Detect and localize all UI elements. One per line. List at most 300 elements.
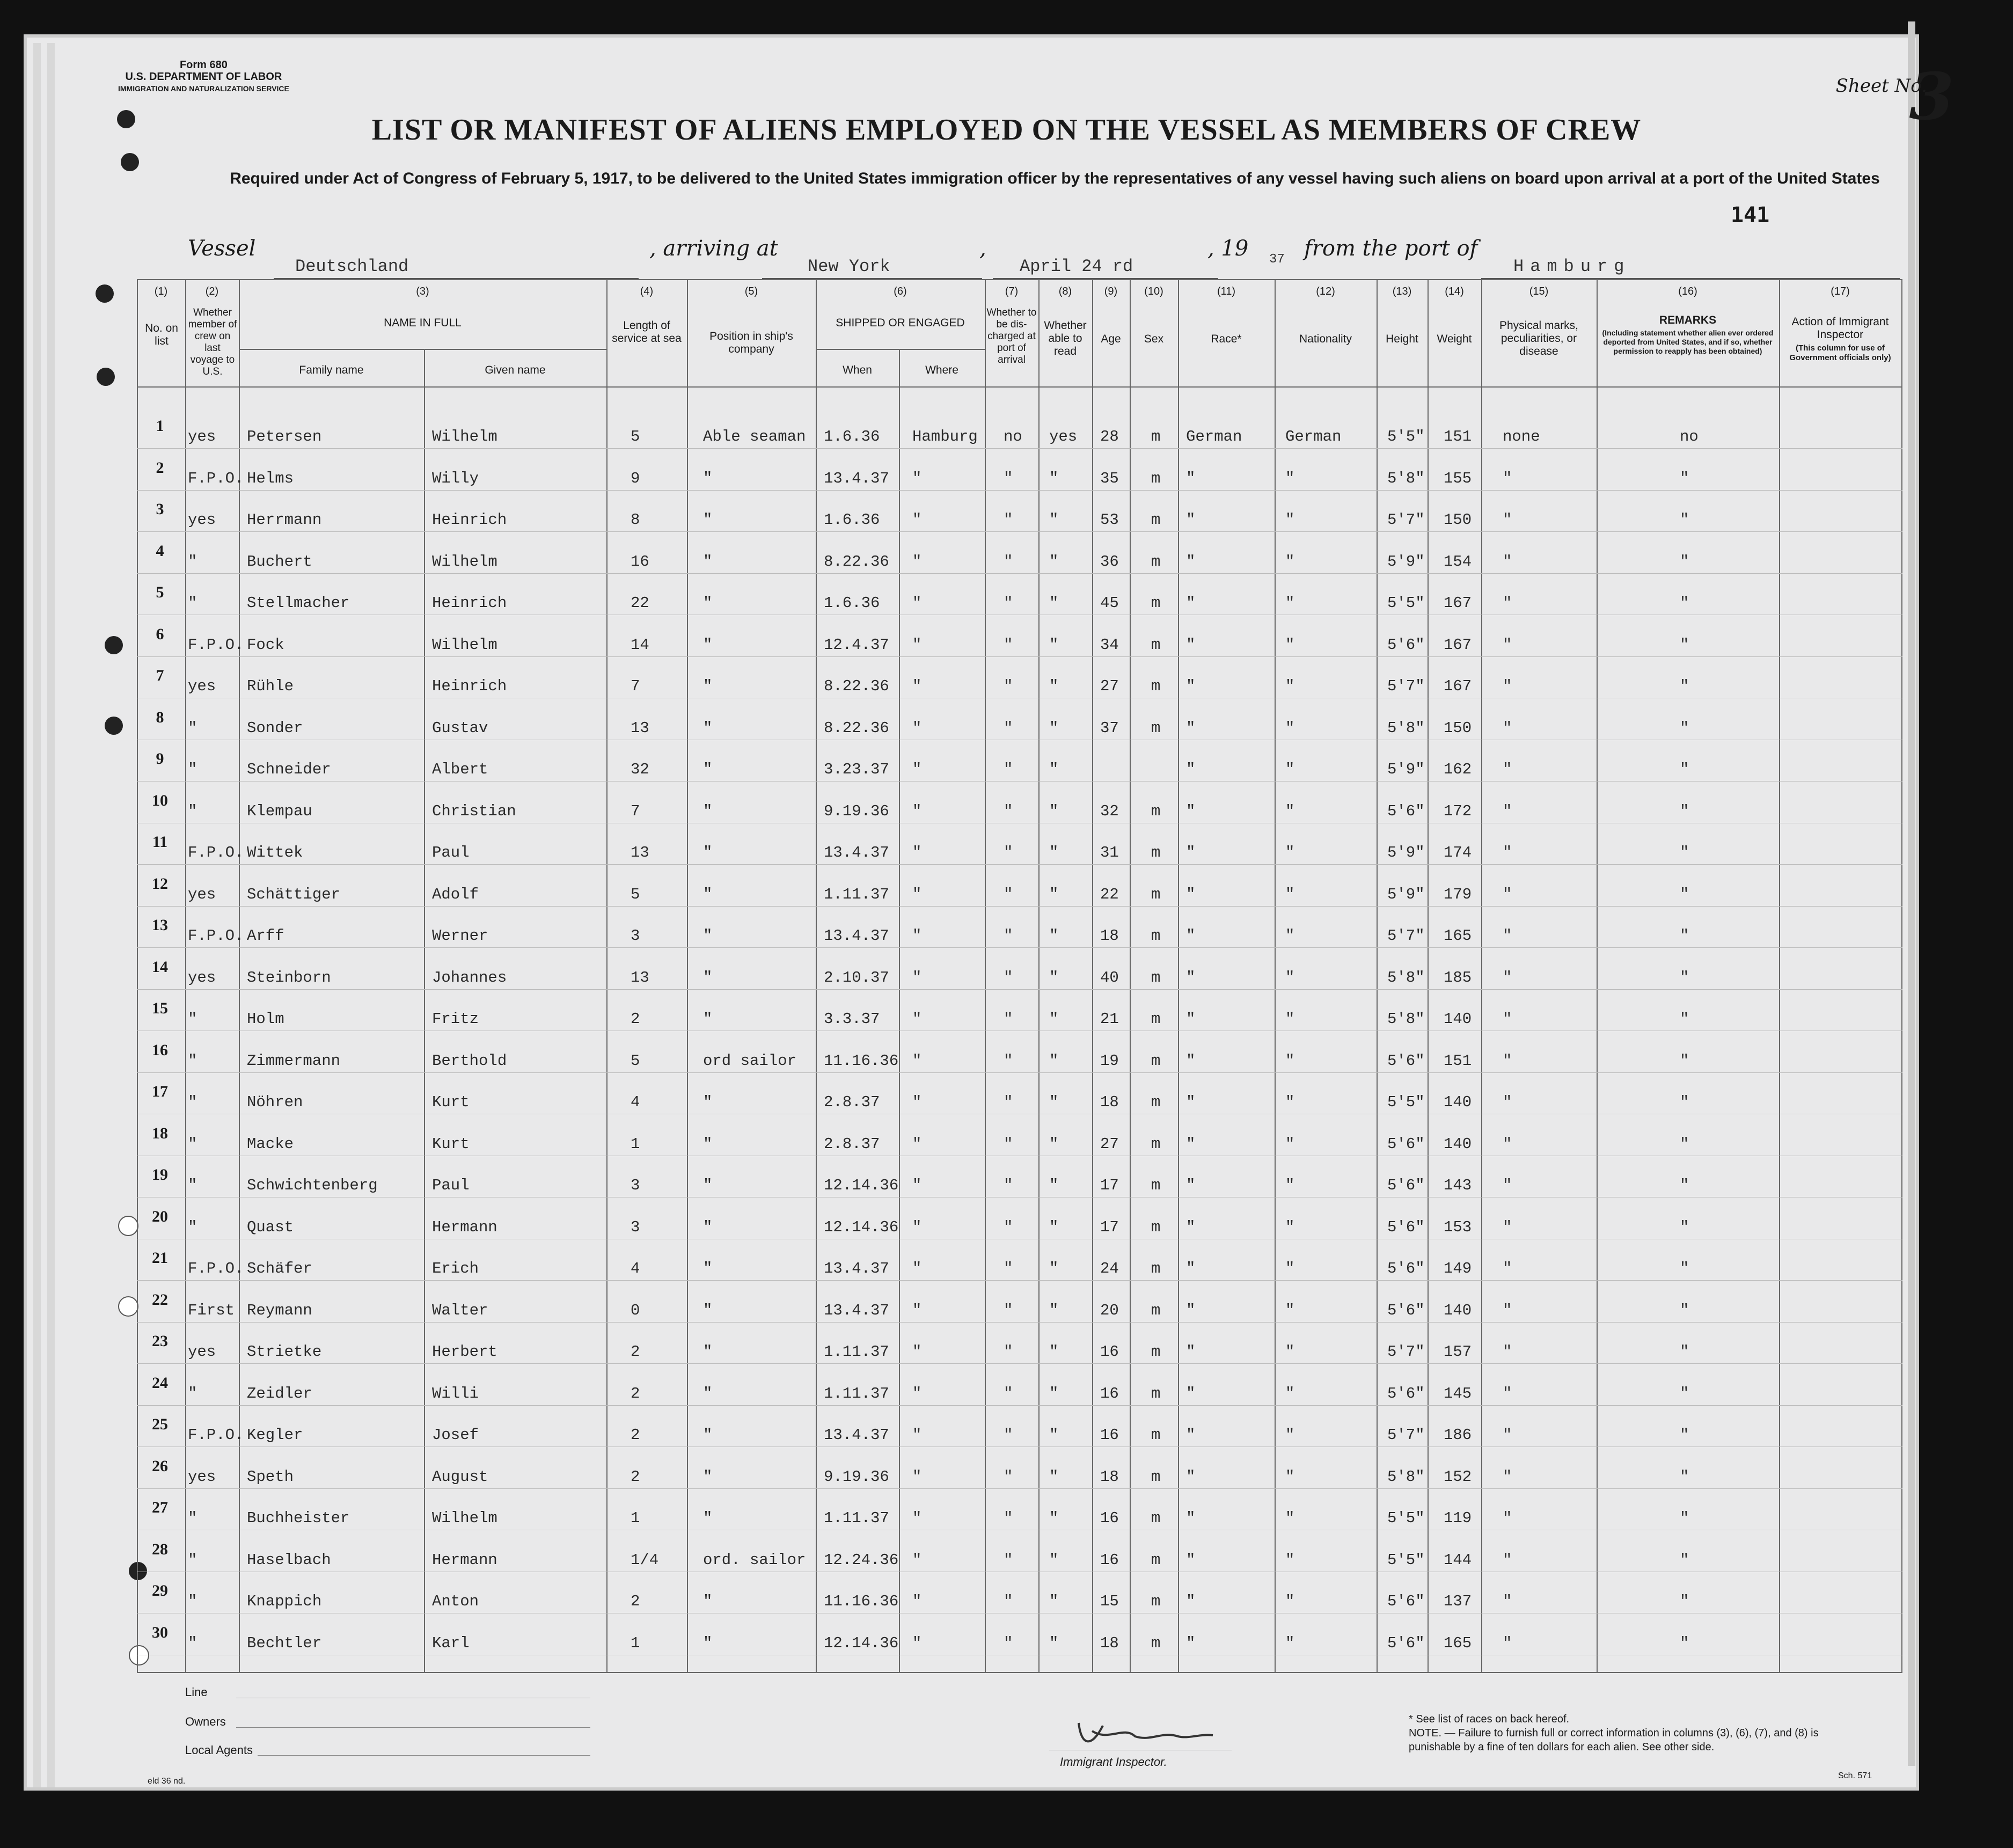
col-number: (6) — [894, 286, 907, 297]
row-age: 35 — [1100, 469, 1119, 487]
col-number: (10) — [1144, 286, 1163, 297]
row-number: 16 — [152, 1041, 168, 1059]
row-family-name: Fock — [247, 636, 284, 654]
row-nationality: " — [1285, 1384, 1295, 1403]
row-rule — [137, 1072, 1902, 1073]
col-number: (1) — [154, 286, 168, 297]
row-number: 2 — [156, 458, 164, 477]
grid-line — [816, 349, 985, 350]
grid-line — [1178, 279, 1179, 1672]
row-age: 16 — [1100, 1509, 1119, 1527]
row-physical-marks: " — [1503, 469, 1512, 487]
owners-label: Owners — [185, 1715, 226, 1728]
row-service-length: 1/4 — [631, 1551, 659, 1569]
row-able-to-read: " — [1049, 968, 1059, 987]
row-nationality: " — [1285, 1509, 1295, 1527]
row-position: " — [703, 1260, 713, 1277]
row-position: " — [703, 802, 713, 820]
col-header-no: No. on list — [145, 322, 178, 347]
row-weight: 186 — [1444, 1426, 1472, 1444]
grid-line — [137, 279, 1902, 280]
row-position: ord. sailor — [703, 1551, 806, 1569]
row-race: " — [1186, 1509, 1196, 1527]
row-family-name: Petersen — [247, 428, 322, 445]
row-discharged: " — [1004, 1051, 1013, 1070]
row-age: 16 — [1100, 1426, 1119, 1444]
row-discharged: " — [1004, 885, 1013, 903]
row-rule — [137, 490, 1902, 491]
row-remarks: " — [1680, 1010, 1689, 1028]
row-shipped-where: " — [912, 1551, 922, 1569]
row-prev-voyage: " — [188, 1551, 197, 1569]
row-shipped-where: " — [912, 1384, 922, 1403]
row-nationality: " — [1285, 1010, 1295, 1028]
row-sex: m — [1151, 1218, 1161, 1236]
row-weight: 167 — [1444, 636, 1472, 654]
row-weight: 149 — [1444, 1260, 1472, 1277]
row-sex: m — [1151, 719, 1161, 737]
row-position: " — [703, 511, 713, 529]
row-number: 23 — [152, 1332, 168, 1350]
row-weight: 137 — [1444, 1593, 1472, 1610]
row-age: 20 — [1100, 1301, 1119, 1319]
row-age: 24 — [1100, 1260, 1119, 1277]
col-number: (13) — [1392, 286, 1412, 297]
row-family-name: Speth — [247, 1467, 294, 1486]
row-physical-marks: " — [1503, 1509, 1512, 1527]
row-rule — [137, 1280, 1902, 1281]
row-service-length: 1 — [631, 1509, 640, 1527]
grid-line — [899, 349, 900, 1672]
row-sex: m — [1151, 802, 1161, 820]
row-family-name: Zimmermann — [247, 1051, 341, 1070]
row-sex: m — [1151, 677, 1161, 695]
row-sex: m — [1151, 1426, 1161, 1444]
row-family-name: Bechtler — [247, 1634, 322, 1652]
col-header-action: Action of Immigrant Inspector — [1791, 316, 1889, 341]
arrival-date: April 24 rd — [1020, 257, 1133, 276]
row-given-name: Werner — [432, 927, 488, 945]
row-service-length: 2 — [631, 1593, 640, 1610]
row-given-name: Wilhelm — [432, 552, 497, 571]
row-given-name: Willy — [432, 469, 479, 487]
row-height: 5'5" — [1387, 1509, 1425, 1527]
row-race: " — [1186, 636, 1196, 654]
row-able-to-read: " — [1049, 469, 1059, 487]
row-prev-voyage: F.P.O. — [188, 1426, 244, 1444]
row-physical-marks: " — [1503, 719, 1512, 737]
row-nationality: " — [1285, 1634, 1295, 1652]
row-rule — [137, 989, 1902, 990]
row-sex: m — [1151, 1010, 1161, 1028]
row-family-name: Macke — [247, 1135, 294, 1153]
row-number: 6 — [156, 625, 164, 643]
row-nationality: " — [1285, 1467, 1295, 1486]
row-remarks: " — [1680, 927, 1689, 945]
row-family-name: Wittek — [247, 844, 303, 861]
print-code: eld 36 nd. — [148, 1777, 186, 1786]
row-height: 5'7" — [1387, 677, 1425, 695]
row-race: " — [1186, 968, 1196, 987]
row-physical-marks: " — [1503, 677, 1512, 695]
row-remarks: " — [1680, 1509, 1689, 1527]
row-age: 45 — [1100, 594, 1119, 612]
row-rule — [137, 1363, 1902, 1364]
punch-hole — [121, 153, 139, 171]
row-service-length: 2 — [631, 1010, 640, 1028]
grid-line — [239, 279, 240, 1672]
row-position: " — [703, 927, 713, 945]
col-header-weight: Weight — [1437, 333, 1472, 345]
row-shipped-where: " — [912, 1177, 922, 1194]
row-family-name: Kegler — [247, 1426, 303, 1444]
row-family-name: Klempau — [247, 802, 312, 820]
row-sex: m — [1151, 1467, 1161, 1486]
row-remarks: " — [1680, 1634, 1689, 1652]
grid-line — [606, 279, 607, 1672]
grid-line — [1275, 279, 1276, 1672]
row-discharged: " — [1004, 677, 1013, 695]
arrival-port: New York — [808, 257, 890, 276]
row-position: " — [703, 1218, 713, 1236]
row-rule — [137, 1405, 1902, 1406]
row-remarks: " — [1680, 1551, 1689, 1569]
row-weight: 140 — [1444, 1010, 1472, 1028]
row-number: 14 — [152, 958, 168, 976]
line-label: Line — [185, 1685, 208, 1699]
row-position: " — [703, 552, 713, 571]
row-given-name: Kurt — [432, 1135, 470, 1153]
row-sex: m — [1151, 1301, 1161, 1319]
row-service-length: 22 — [631, 594, 649, 612]
grid-line — [1038, 279, 1040, 1672]
row-family-name: Schättiger — [247, 885, 341, 903]
row-sex: m — [1151, 636, 1161, 654]
col-number: (14) — [1445, 286, 1464, 297]
grid-line — [816, 279, 817, 1672]
row-able-to-read: " — [1049, 802, 1059, 820]
row-race: German — [1186, 428, 1242, 445]
row-physical-marks: " — [1503, 1301, 1512, 1319]
row-weight: 162 — [1444, 761, 1472, 778]
row-shipped-when: 1.11.37 — [824, 1509, 889, 1527]
row-race: " — [1186, 719, 1196, 737]
row-age: 31 — [1100, 844, 1119, 861]
row-sex: m — [1151, 1051, 1161, 1070]
grid-line — [1901, 279, 1902, 1672]
col-header-action-note: (This column for use of Government officials only) — [1789, 344, 1891, 362]
row-nationality: " — [1285, 1218, 1295, 1236]
row-remarks: " — [1680, 1093, 1689, 1111]
row-rule — [137, 448, 1902, 449]
grid-line — [1779, 279, 1780, 1672]
row-shipped-when: 2.8.37 — [824, 1135, 880, 1153]
row-number: 18 — [152, 1124, 168, 1142]
row-sex: m — [1151, 1551, 1161, 1569]
col-number: (17) — [1831, 286, 1850, 297]
row-remarks: " — [1680, 1135, 1689, 1153]
row-race: " — [1186, 1301, 1196, 1319]
row-service-length: 0 — [631, 1301, 640, 1319]
row-shipped-when: 1.6.36 — [824, 511, 880, 529]
year-label: , 19 — [1207, 236, 1249, 261]
row-given-name: Heinrich — [432, 677, 507, 695]
row-weight: 174 — [1444, 844, 1472, 861]
row-remarks: " — [1680, 1467, 1689, 1486]
row-prev-voyage: yes — [188, 428, 216, 445]
col-header-remarks: REMARKS — [1659, 314, 1717, 326]
row-discharged: " — [1004, 1426, 1013, 1444]
row-physical-marks: " — [1503, 1384, 1512, 1403]
row-nationality: " — [1285, 1260, 1295, 1277]
row-weight: 152 — [1444, 1467, 1472, 1486]
row-height: 5'7" — [1387, 927, 1425, 945]
row-height: 5'9" — [1387, 844, 1425, 861]
row-number: 20 — [152, 1207, 168, 1225]
row-nationality: " — [1285, 1343, 1295, 1361]
row-given-name: Walter — [432, 1301, 488, 1319]
row-family-name: Herrmann — [247, 511, 322, 529]
row-position: " — [703, 1634, 713, 1652]
row-discharged: " — [1004, 1260, 1013, 1277]
row-service-length: 8 — [631, 511, 640, 529]
row-nationality: " — [1285, 719, 1295, 737]
row-discharged: " — [1004, 844, 1013, 861]
row-number: 21 — [152, 1249, 168, 1267]
col-number: (12) — [1316, 286, 1335, 297]
row-given-name: Heinrich — [432, 594, 507, 612]
row-prev-voyage: F.P.O. — [188, 469, 244, 487]
row-given-name: Wilhelm — [432, 636, 497, 654]
row-position: " — [703, 1135, 713, 1153]
vessel-label: Vessel — [188, 236, 256, 261]
row-shipped-when: 12.14.36 — [824, 1218, 899, 1236]
row-weight: 151 — [1444, 1051, 1472, 1070]
row-age: 53 — [1100, 511, 1119, 529]
row-height: 5'6" — [1387, 1384, 1425, 1403]
col-header-marks: Physical marks, peculiarities, or disease — [1499, 319, 1579, 357]
row-nationality: German — [1285, 428, 1342, 445]
row-position: " — [703, 1593, 713, 1610]
row-able-to-read: " — [1049, 1343, 1059, 1361]
row-discharged: " — [1004, 511, 1013, 529]
grid-line — [185, 279, 186, 1672]
row-race: " — [1186, 1051, 1196, 1070]
arriving-label: , arriving at — [649, 236, 778, 261]
row-nationality: " — [1285, 968, 1295, 987]
row-height: 5'6" — [1387, 1177, 1425, 1194]
row-race: " — [1186, 1634, 1196, 1652]
row-position: " — [703, 594, 713, 612]
grid-line — [687, 279, 688, 1672]
row-shipped-when: 2.8.37 — [824, 1093, 880, 1111]
row-nationality: " — [1285, 1135, 1295, 1153]
row-sex: m — [1151, 428, 1161, 445]
row-nationality: " — [1285, 594, 1295, 612]
row-weight: 145 — [1444, 1384, 1472, 1403]
row-remarks: " — [1680, 552, 1689, 571]
row-prev-voyage: yes — [188, 511, 216, 529]
row-shipped-when: 12.14.36 — [824, 1177, 899, 1194]
col-number: (5) — [744, 286, 758, 297]
row-race: " — [1186, 844, 1196, 861]
row-family-name: Schneider — [247, 761, 331, 778]
row-shipped-where: " — [912, 511, 922, 529]
row-prev-voyage: " — [188, 552, 197, 571]
row-service-length: 7 — [631, 677, 640, 695]
row-remarks: " — [1680, 1260, 1689, 1277]
row-position: " — [703, 1384, 713, 1403]
row-sex: m — [1151, 1384, 1161, 1403]
row-prev-voyage: yes — [188, 885, 216, 903]
row-sex: m — [1151, 1177, 1161, 1194]
row-discharged: " — [1004, 1509, 1013, 1527]
row-position: " — [703, 885, 713, 903]
row-able-to-read: yes — [1049, 428, 1078, 445]
row-nationality: " — [1285, 1093, 1295, 1111]
row-shipped-when: 13.4.37 — [824, 1260, 889, 1277]
grid-line — [424, 349, 425, 1672]
row-number: 25 — [152, 1415, 168, 1433]
row-number: 28 — [152, 1540, 168, 1558]
row-able-to-read: " — [1049, 1135, 1059, 1153]
row-family-name: Zeidler — [247, 1384, 312, 1403]
row-prev-voyage: " — [188, 1177, 197, 1194]
row-prev-voyage: " — [188, 802, 197, 820]
row-age: 16 — [1100, 1551, 1119, 1569]
row-family-name: Rühle — [247, 677, 294, 695]
department-name: U.S. DEPARTMENT OF LABOR — [125, 71, 282, 83]
row-number: 27 — [152, 1499, 168, 1516]
row-shipped-when: 11.16.36 — [824, 1051, 899, 1070]
row-discharged: " — [1004, 927, 1013, 945]
row-discharged: " — [1004, 968, 1013, 987]
row-discharged: " — [1004, 802, 1013, 820]
row-service-length: 1 — [631, 1634, 640, 1652]
row-physical-marks: " — [1503, 885, 1512, 903]
row-shipped-when: 12.14.36 — [824, 1634, 899, 1652]
row-service-length: 2 — [631, 1426, 640, 1444]
row-shipped-where: Hamburg — [912, 428, 978, 445]
row-remarks: " — [1680, 802, 1689, 820]
row-remarks: no — [1680, 428, 1699, 445]
row-prev-voyage: " — [188, 1093, 197, 1111]
row-height: 5'8" — [1387, 719, 1425, 737]
form-header — [118, 59, 289, 94]
row-height: 5'6" — [1387, 1260, 1425, 1277]
row-service-length: 2 — [631, 1343, 640, 1361]
row-number: 22 — [152, 1290, 168, 1309]
row-position: " — [703, 968, 713, 987]
row-position: " — [703, 1426, 713, 1444]
row-able-to-read: " — [1049, 844, 1059, 861]
row-shipped-where: " — [912, 1343, 922, 1361]
row-race: " — [1186, 552, 1196, 571]
row-age: 36 — [1100, 552, 1119, 571]
row-family-name: Schwichtenberg — [247, 1177, 378, 1194]
row-remarks: " — [1680, 1301, 1689, 1319]
row-given-name: Heinrich — [432, 511, 507, 529]
row-age: 34 — [1100, 636, 1119, 654]
row-discharged: " — [1004, 1593, 1013, 1610]
row-able-to-read: " — [1049, 1551, 1059, 1569]
row-physical-marks: " — [1503, 552, 1512, 571]
row-given-name: Kurt — [432, 1093, 470, 1111]
row-given-name: Willi — [432, 1384, 479, 1403]
row-able-to-read: " — [1049, 677, 1059, 695]
row-able-to-read: " — [1049, 1509, 1059, 1527]
row-remarks: " — [1680, 1218, 1689, 1236]
row-position: ord sailor — [703, 1051, 797, 1070]
arrival-year: 37 — [1269, 252, 1285, 267]
row-weight: 167 — [1444, 677, 1472, 695]
row-weight: 151 — [1444, 428, 1472, 445]
row-family-name: Buchheister — [247, 1509, 350, 1527]
row-sex: m — [1151, 844, 1161, 861]
row-physical-marks: " — [1503, 1260, 1512, 1277]
row-rule — [137, 531, 1902, 532]
row-family-name: Holm — [247, 1010, 284, 1028]
row-nationality: " — [1285, 511, 1295, 529]
row-shipped-where: " — [912, 844, 922, 861]
row-discharged: " — [1004, 1551, 1013, 1569]
form-number: Form 680 — [179, 59, 228, 71]
row-shipped-when: 13.4.37 — [824, 844, 889, 861]
row-able-to-read: " — [1049, 927, 1059, 945]
row-weight: 179 — [1444, 885, 1472, 903]
row-weight: 150 — [1444, 719, 1472, 737]
row-weight: 140 — [1444, 1093, 1472, 1111]
punch-hole — [118, 1216, 138, 1236]
grid-line — [985, 279, 986, 1672]
row-remarks: " — [1680, 1384, 1689, 1403]
row-given-name: Wilhelm — [432, 1509, 497, 1527]
row-height: 5'8" — [1387, 968, 1425, 987]
row-weight: 140 — [1444, 1135, 1472, 1153]
row-discharged: " — [1004, 594, 1013, 612]
row-number: 29 — [152, 1582, 168, 1599]
row-physical-marks: " — [1503, 968, 1512, 987]
row-given-name: Hermann — [432, 1551, 497, 1569]
row-position: " — [703, 844, 713, 861]
row-shipped-where: " — [912, 719, 922, 737]
row-discharged: " — [1004, 1010, 1013, 1028]
row-height: 5'8" — [1387, 469, 1425, 487]
row-service-length: 3 — [631, 1218, 640, 1236]
row-position: " — [703, 719, 713, 737]
row-shipped-when: 8.22.36 — [824, 719, 889, 737]
row-physical-marks: " — [1503, 594, 1512, 612]
row-physical-marks: " — [1503, 1177, 1512, 1194]
row-shipped-when: 1.11.37 — [824, 885, 889, 903]
row-number: 19 — [152, 1166, 168, 1184]
row-family-name: Stellmacher — [247, 594, 350, 612]
row-race: " — [1186, 1177, 1196, 1194]
row-position: " — [703, 636, 713, 654]
col-number: (8) — [1058, 286, 1072, 297]
row-service-length: 9 — [631, 469, 640, 487]
row-race: " — [1186, 1467, 1196, 1486]
row-family-name: Reymann — [247, 1301, 312, 1319]
row-number: 26 — [152, 1457, 168, 1475]
row-nationality: " — [1285, 885, 1295, 903]
row-discharged: no — [1004, 428, 1022, 445]
row-service-length: 5 — [631, 885, 640, 903]
row-weight: 150 — [1444, 511, 1472, 529]
row-prev-voyage: " — [188, 1135, 197, 1153]
row-family-name: Sonder — [247, 719, 303, 737]
row-prev-voyage: " — [188, 1384, 197, 1403]
